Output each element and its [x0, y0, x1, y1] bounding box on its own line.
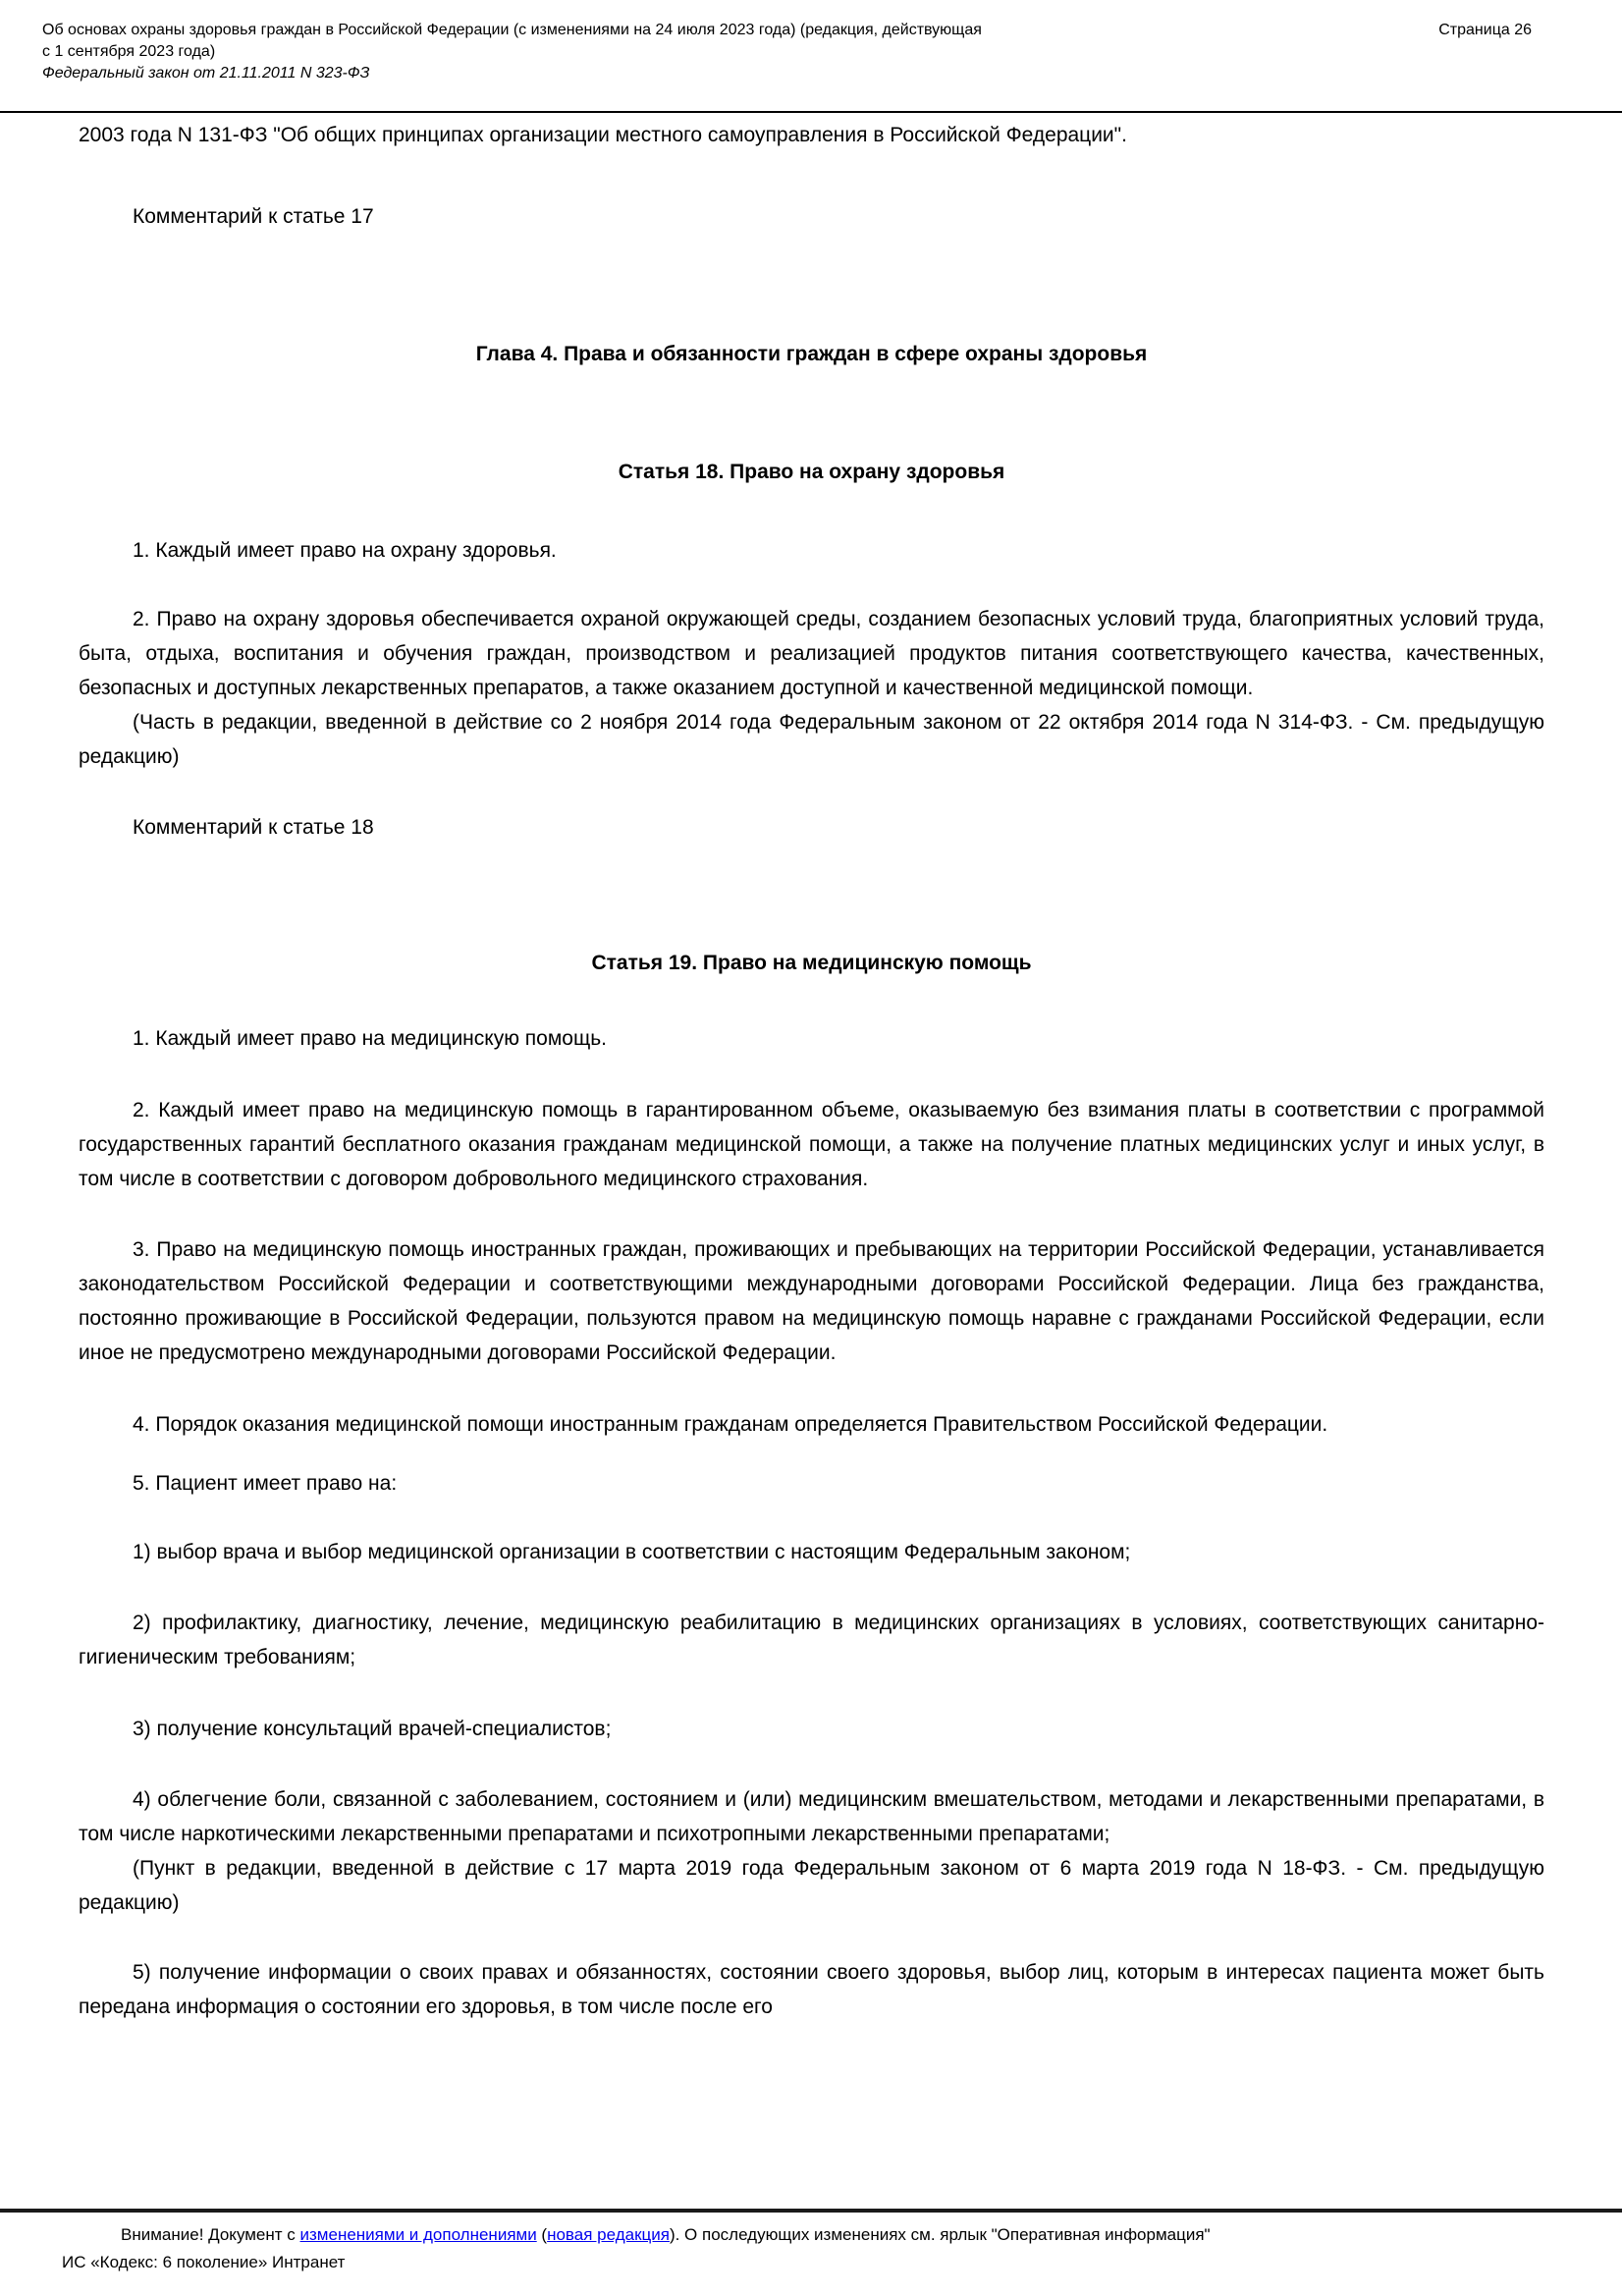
edit-note: (Пункт в редакции, введенной в действие с 17 марта 2019 года Федеральным законом от 6 марта 2019 года N 18-ФЗ. - См. предыдущую редакцию) [79, 1857, 1544, 1914]
list-item: 3) получение консультаций врачей-специалистов; [133, 1718, 612, 1740]
paragraph: 2. Право на охрану здоровья обеспечивается охраной окружающей среды, созданием безопасных условий труда, благоприятных условий труда, быта, отдыха, воспитания и обучения граждан, производством и реализацией продуктов питания соответствующего качества, качественных, безопасных и доступных лекарственных препаратов, а также оказанием доступной и качественной медицинской помощи. [79, 608, 1544, 699]
footer-note-prefix: Внимание! Документ с [121, 2225, 300, 2244]
chapter-heading: Глава 4. Права и обязанности граждан в сфере охраны здоровья [475, 343, 1148, 365]
paragraph: 4. Порядок оказания медицинской помощи иностранным гражданам определяется Правительством Российской Федерации. [133, 1413, 1328, 1436]
list-item: 4) облегчение боли, связанной с заболеванием, состоянием и (или) медицинским вмешательством, методами и лекарственными препаратами, в том числе наркотическими лекарственными препаратами и психотропными лекарственными препаратами; [79, 1788, 1544, 1845]
paragraph: 1. Каждый имеет право на охрану здоровья. [133, 539, 557, 562]
new-edition-link[interactable]: новая редакция [547, 2225, 670, 2244]
footer-note-suffix: ). О последующих изменениях см. ярлык "Оперативная информация" [669, 2225, 1211, 2244]
list-item: 2) профилактику, диагностику, лечение, медицинскую реабилитацию в медицинских организациях в условиях, соответствующих санитарно-гигиеническим требованиям; [79, 1612, 1544, 1668]
comment-line: Комментарий к статье 17 [133, 205, 374, 228]
edit-note: (Часть в редакции, введенной в действие со 2 ноября 2014 года Федеральным законом от 22 октября 2014 года N 314-ФЗ. - См. предыдущую редакцию) [79, 711, 1544, 768]
paragraph: 1. Каждый имеет право на медицинскую помощь. [133, 1027, 607, 1050]
footer-divider [0, 2209, 1622, 2213]
comment-line: Комментарий к статье 18 [133, 816, 374, 839]
article-heading: Статья 18. Право на охрану здоровья [618, 461, 1005, 483]
system-label: ИС «Кодекс: 6 поколение» Интранет [62, 2253, 346, 2271]
document-body [79, 111, 1544, 2205]
footer-note-paren: ( [536, 2225, 548, 2244]
page-header [42, 20, 1580, 84]
paragraph: 3. Право на медицинскую помощь иностранных граждан, проживающих и пребывающих на территории Российской Федерации, устанавливается законодательством Российской Федерации и соответствующими международными договорами Российской Федерации. Лица без гражданства, постоянно проживающие в Российской Федерации, пользуются правом на медицинскую помощь наравне с гражданами Российской Федерации, если иное не предусмотрено международными договорами Российской Федерации. [79, 1238, 1544, 1364]
list-item: 5) получение информации о своих правах и обязанностях, состоянии своего здоровья, выбор лиц, которым в интересах пациента может быть передана информация о состоянии его здоровья, в том числе после его [79, 1961, 1544, 2018]
page-footer [62, 2221, 1563, 2276]
doc-title-line1: Об основах охраны здоровья граждан в Российской Федерации (с изменениями на 24 июля 2023 года) (редакция, действующая [42, 22, 982, 38]
amendments-link[interactable]: изменениями и дополнениями [299, 2225, 537, 2244]
doc-subtitle: Федеральный закон от 21.11.2011 N 323-ФЗ [42, 65, 370, 82]
paragraph: 5. Пациент имеет право на: [133, 1472, 398, 1495]
paragraph-continuation: 2003 года N 131-ФЗ "Об общих принципах организации местного самоуправления в Российской Федерации". [79, 124, 1127, 146]
doc-title-line2: с 1 сентября 2023 года) [42, 43, 216, 60]
article-heading: Статья 19. Право на медицинскую помощь [591, 952, 1032, 974]
page-number: Страница 26 [1438, 22, 1532, 38]
footer-note [62, 2221, 1563, 2249]
list-item: 1) выбор врача и выбор медицинской организации в соответствии с настоящим Федеральным законом; [133, 1541, 1131, 1563]
paragraph: 2. Каждый имеет право на медицинскую помощь в гарантированном объеме, оказываемую без взимания платы в соответствии с программой государственных гарантий бесплатного оказания гражданам медицинской помощи, а также на получение платных медицинских услуг и иных услуг, в том числе в соответствии с договором добровольного медицинского страхования. [79, 1099, 1544, 1190]
